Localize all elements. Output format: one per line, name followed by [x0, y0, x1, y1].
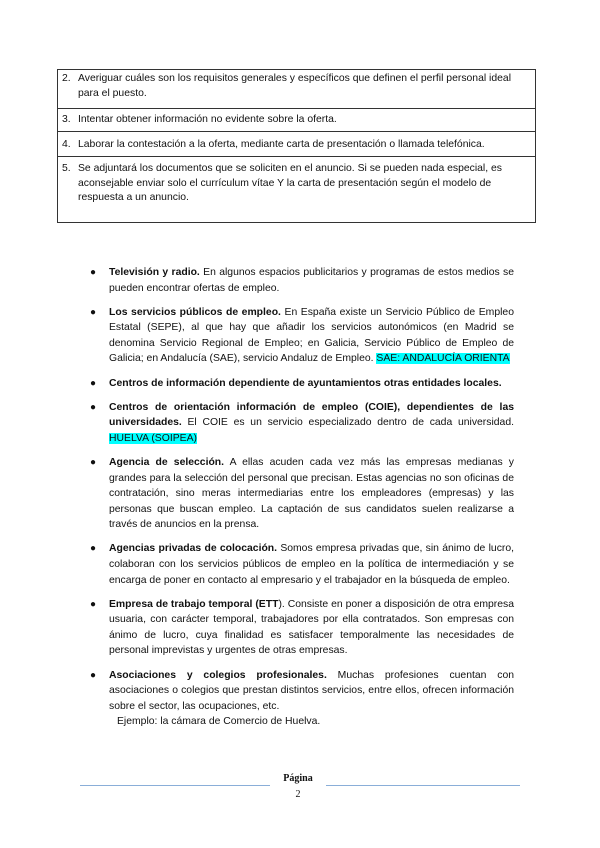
step-number: 4.: [62, 139, 71, 150]
item-text: En algunos espacios publicitarios y programas de estos medios se pueden encontrar ofertas de empleo.: [109, 267, 514, 294]
bullet-icon: ●: [90, 669, 97, 681]
item-title: Televisión y radio.: [109, 267, 200, 278]
step-number: 2.: [62, 73, 71, 84]
list-item-tv: [90, 265, 514, 296]
footer-divider-right: [326, 785, 520, 786]
item-text: Somos empresa privadas que, sin ánimo de lucro, colaboran con los servicios públicos de empleo en la política de intermediación y se encarga de poner en contacto al empresario y el trabajador en la búsqueda de empleo.: [109, 543, 515, 586]
bullet-icon: ●: [90, 306, 97, 318]
item-title: Los servicios públicos de empleo.: [109, 306, 281, 318]
item-title: Centros de orientación información de empleo (COIE), dependientes de las universidades.: [109, 401, 514, 429]
item-text: A ellas acuden cada vez más las empresas medianas y grandes para la selección del personal que precisan. Estas agencias no son oficinas de contratación, sino meras intermediarias entre los empleadores (empresas) y las personas que buscan empleo. La captación de sus candidatos suelen realizarse a través de anuncios en la prensa.: [109, 456, 514, 531]
bullet-icon: ●: [90, 267, 97, 278]
list-item-placement-agencies: [90, 541, 514, 588]
highlighted-note: SAE: ANDALUCÍA ORIENTA: [376, 353, 510, 365]
bullet-icon: ●: [90, 377, 97, 389]
list-item-public-services: [90, 305, 514, 367]
steps-row: [58, 132, 536, 157]
item-text: Muchas profesiones cuentan con asociaciones o colegios que prestan distintos servicios, entre ellos, ofrecen información sobre el sector, las ocupaciones, etc.: [109, 669, 514, 712]
bullet-icon: ●: [90, 598, 97, 610]
steps-row: [58, 109, 536, 132]
item-text: En España existe un Servicio Público de Empleo Estatal (SEPE), al que hay que añadir los servicios autonómicos (en Madrid se denomina Servicio Regional de Empleo; en Galicia, Servicio Público de Empleo de Galicia; en Andalucía (SAE), servicio Andaluz de Empleo.: [109, 306, 514, 365]
bullet-icon: ●: [90, 543, 97, 555]
item-text: ). Consiste en poner a disposición de otra empresa usuaria, con carácter temporal, trabajadores por ella contratados. Son empresas con ánimo de lucro, cuya finalidad es satisfacer temporalmente las necesidades de personal imprevistas y urgentes de otras empresas.: [109, 598, 515, 657]
example-text: Ejemplo: la cámara de Comercio de Huelva.: [117, 716, 321, 728]
steps-row: [58, 157, 536, 223]
item-title: Agencias privadas de colocación.: [109, 543, 278, 555]
item-title: Empresa de trabajo temporal (ETT: [109, 598, 279, 610]
step-number: 3.: [62, 114, 71, 125]
step-text: Averiguar cuáles son los requisitos generales y específicos que definen el perfil personal ideal para el puesto.: [78, 73, 512, 99]
item-title: Centros de información dependiente de ayuntamientos otras entidades locales.: [109, 377, 502, 389]
list-item-info-centers: [90, 376, 514, 392]
item-title: Agencia de selección.: [109, 456, 225, 468]
footer-page-label: Página: [283, 773, 313, 784]
list-item-coie: [90, 400, 514, 447]
list-item-ett: [90, 597, 514, 659]
list-item-associations: [90, 668, 514, 730]
step-text: Laborar la contestación a la oferta, mediante carta de presentación o llamada telefónica.: [78, 139, 485, 150]
bullet-icon: ●: [90, 456, 97, 468]
resources-list: [90, 265, 514, 738]
footer-divider-left: [80, 785, 270, 786]
footer-page-number: 2: [295, 789, 301, 800]
step-text: Intentar obtener información no evidente sobre la oferta.: [78, 114, 337, 125]
highlighted-note: HUELVA (SOIPEA): [109, 432, 197, 444]
steps-table: [57, 69, 536, 223]
steps-row: [58, 70, 536, 109]
list-item-selection-agency: [90, 455, 514, 533]
item-title: Asociaciones y colegios profesionales.: [109, 669, 327, 681]
bullet-icon: ●: [90, 401, 97, 413]
step-text: Se adjuntará los documentos que se soliciten en el anuncio. Si se pueden nada especial, es aconsejable enviar solo el currículum vítae Y la carta de presentación según el modelo de respuesta a un anuncio.: [78, 163, 502, 203]
step-number: 5.: [62, 163, 71, 174]
item-text: El COIE es un servicio especializado dentro de cada universidad.: [181, 417, 514, 429]
